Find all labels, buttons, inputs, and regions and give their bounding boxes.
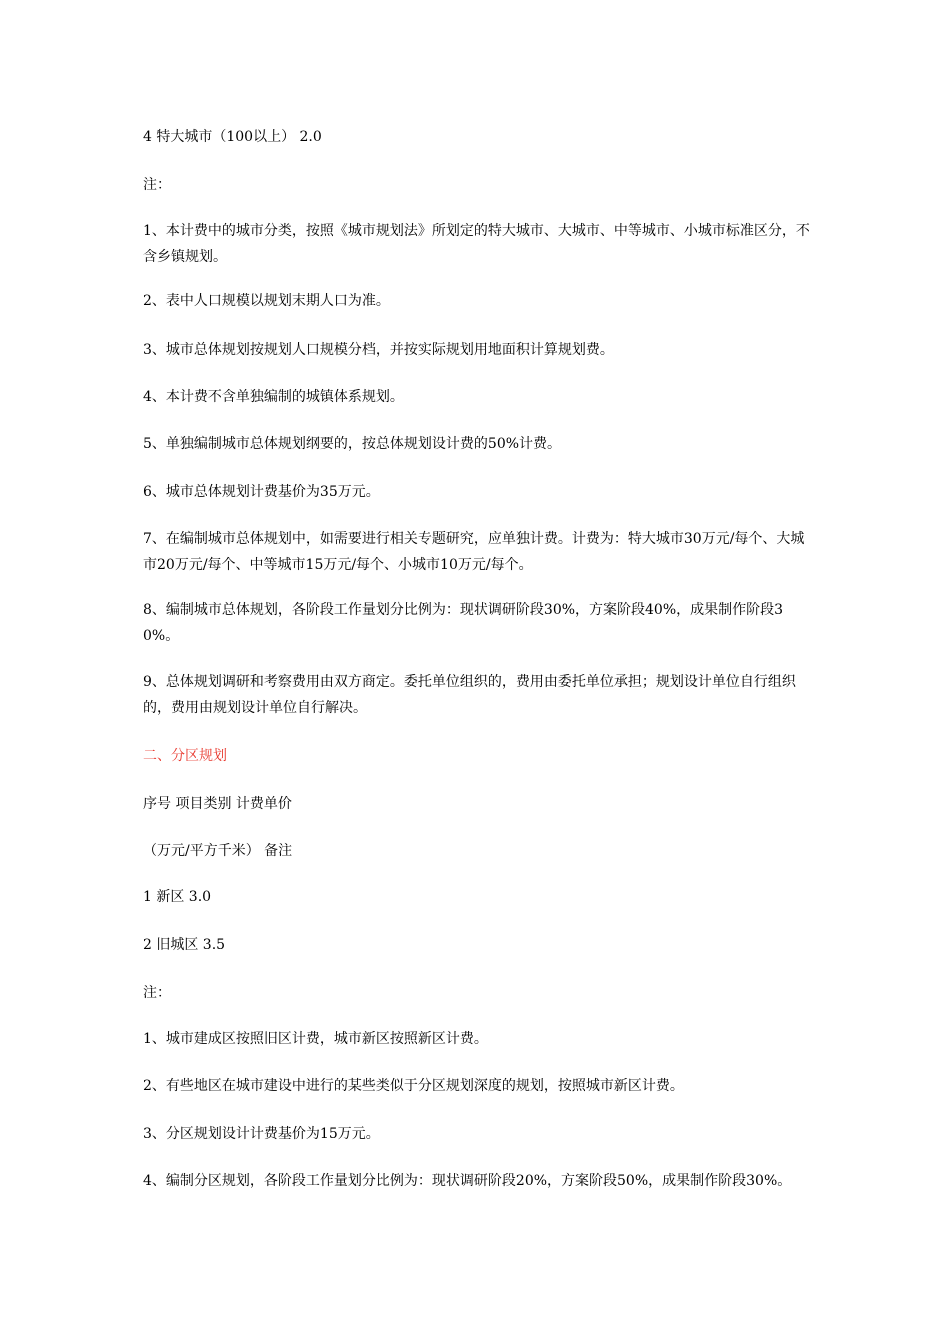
note-item-2: 2、有些地区在城市建设中进行的某些类似于分区规划深度的规划，按照城市新区计费。 — [143, 1078, 684, 1094]
note-item-7: 7、在编制城市总体规划中，如需要进行相关专题研究，应单独计费。计费为：特大城市30万元/每个、大城市20万元/每个、中等城市15万元/每个、小城市10万元/每个。 — [143, 531, 805, 573]
note-item-8: 8、编制城市总体规划，各阶段工作量划分比例为：现状调研阶段30%，方案阶段40%，成果制作阶段30%。 — [143, 602, 784, 644]
section-heading: 二、分区规划 — [143, 748, 227, 764]
note-item-2: 2、表中人口规模以规划末期人口为准。 — [143, 293, 390, 309]
table-header: 序号 项目类别 计费单价 — [143, 796, 292, 812]
note-item-4: 4、本计费不含单独编制的城镇体系规划。 — [143, 389, 404, 405]
table-row: 2 旧城区 3.5 — [143, 937, 226, 953]
note-label: 注： — [143, 985, 171, 1001]
note-item-9: 9、总体规划调研和考察费用由双方商定。委托单位组织的，费用由委托单位承担；规划设计单位自行组织的，费用由规划设计单位自行解决。 — [143, 674, 796, 716]
note-item-3: 3、城市总体规划按规划人口规模分档，并按实际规划用地面积计算规划费。 — [143, 342, 614, 358]
table-row: 1 新区 3.0 — [143, 889, 212, 905]
note-item-5: 5、单独编制城市总体规划纲要的，按总体规划设计费的50%计费。 — [143, 436, 562, 452]
note-item-4: 4、编制分区规划，各阶段工作量划分比例为：现状调研阶段20%，方案阶段50%，成果制作阶段30%。 — [143, 1173, 792, 1189]
note-label: 注： — [143, 177, 171, 193]
note-item-1: 1、本计费中的城市分类，按照《城市规划法》所划定的特大城市、大城市、中等城市、小城市标准区分，不含乡镇规划。 — [143, 223, 810, 265]
note-item-1: 1、城市建成区按照旧区计费，城市新区按照新区计费。 — [143, 1031, 488, 1047]
note-item-3: 3、分区规划设计计费基价为15万元。 — [143, 1126, 380, 1142]
table-row-special-city: 4 特大城市（100以上） 2.0 — [143, 129, 322, 145]
table-header-unit: （万元/平方千米） 备注 — [143, 843, 293, 859]
note-item-6: 6、城市总体规划计费基价为35万元。 — [143, 484, 380, 500]
